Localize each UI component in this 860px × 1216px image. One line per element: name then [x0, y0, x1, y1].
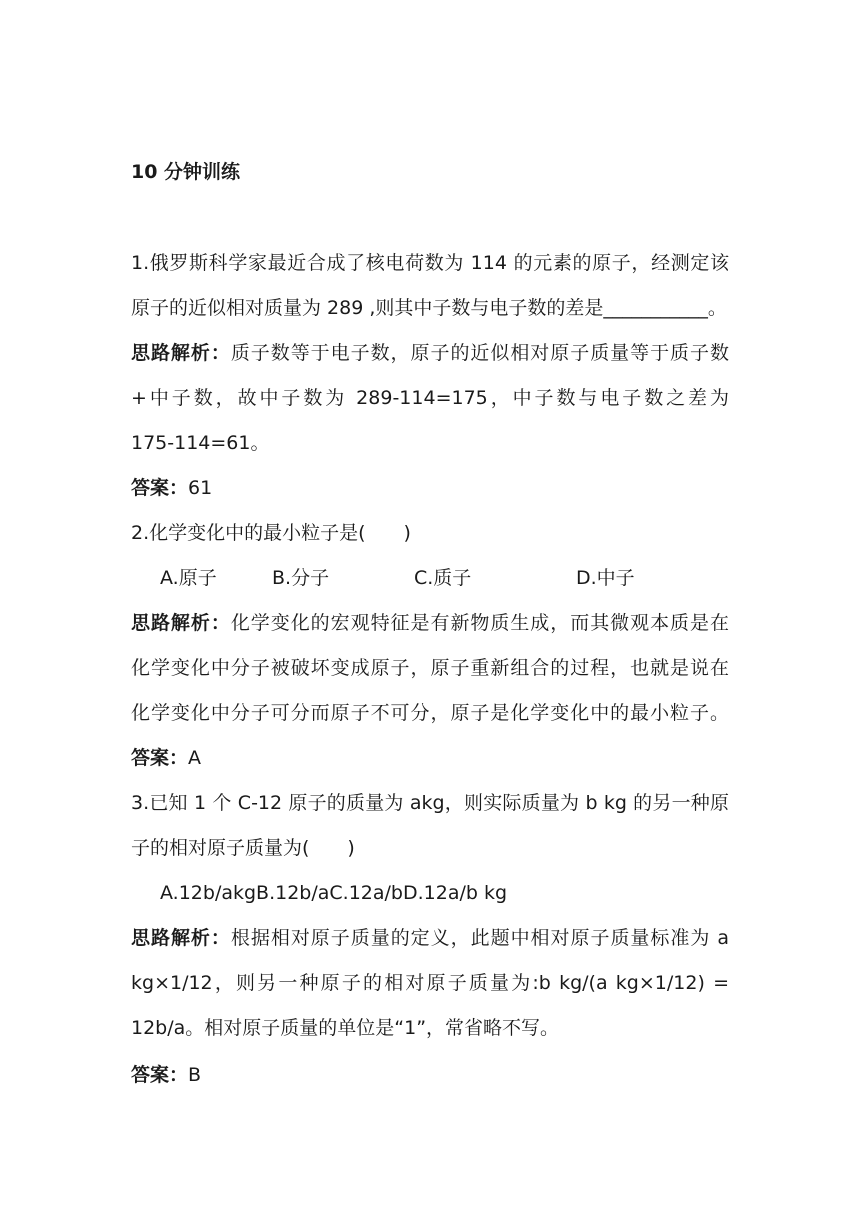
q1-answer-label: 答案：: [131, 477, 189, 499]
q1-analysis-text-1: 质子数等于电子数，原子的近似相对原子质量等于质子数: [230, 342, 729, 364]
q1-analysis-line-2: +中子数，故中子数为 289-114=175，中子数与电子数之差为: [131, 387, 729, 409]
q1-answer: [131, 475, 212, 501]
q2-option-d: D.中子: [576, 567, 635, 589]
q2-analysis-line-2: 化学变化中分子被破坏变成原子，原子重新组合的过程，也就是说在: [131, 657, 729, 679]
q3-stem-line-1: 3.已知 1 个 C-12 原子的质量为 akg，则实际质量为 b kg 的另一种原: [131, 792, 729, 814]
q1-analysis-line-3: 175-114=61。: [131, 432, 270, 454]
q1-analysis-label: 思路解析：: [131, 342, 231, 364]
q3-analysis-line-3: 12b/a。相对原子质量的单位是“1”，常省略不写。: [131, 1017, 560, 1039]
section-title: 10 分钟训练: [131, 161, 241, 183]
q2-option-b: B.分子: [272, 567, 330, 589]
q1-stem-line-1: 1.俄罗斯科学家最近合成了核电荷数为 114 的元素的原子，经测定该: [131, 252, 729, 274]
q3-stem-line-2: 子的相对原子质量为( ): [131, 837, 355, 859]
q2-answer-label: 答案：: [131, 747, 189, 769]
q1-stem-line-2: 原子的近似相对质量为 289 ,则其中子数与电子数的差是___________。: [131, 297, 727, 319]
q2-analysis-line-1: [131, 610, 729, 636]
q2-option-a: A.原子: [160, 567, 217, 589]
q2-answer: [131, 745, 201, 771]
q2-option-c: C.质子: [414, 567, 472, 589]
q3-answer: [131, 1062, 201, 1088]
q3-analysis-line-1: [131, 925, 729, 951]
q3-analysis-text-1: 根据相对原子质量的定义，此题中相对原子质量标准为 a: [230, 927, 729, 949]
q1-analysis-line-1: [131, 340, 729, 366]
q3-answer-value: B: [188, 1064, 202, 1086]
q2-stem: 2.化学变化中的最小粒子是( ): [131, 522, 411, 544]
q2-analysis-label: 思路解析：: [131, 612, 231, 634]
q3-answer-label: 答案：: [131, 1064, 189, 1086]
q3-options: A.12b/akgB.12b/aC.12a/bD.12a/b kg: [160, 882, 508, 904]
q3-analysis-label: 思路解析：: [131, 927, 231, 949]
q3-analysis-line-2: kg×1/12，则另一种原子的相对原子质量为:b kg/(a kg×1/12) =: [131, 972, 729, 994]
q2-analysis-line-3: 化学变化中分子可分而原子不可分，原子是化学变化中的最小粒子。: [131, 702, 729, 724]
q1-answer-value: 61: [188, 477, 213, 499]
q2-answer-value: A: [188, 747, 202, 769]
q2-analysis-text-1: 化学变化的宏观特征是有新物质生成，而其微观本质是在: [230, 612, 729, 634]
